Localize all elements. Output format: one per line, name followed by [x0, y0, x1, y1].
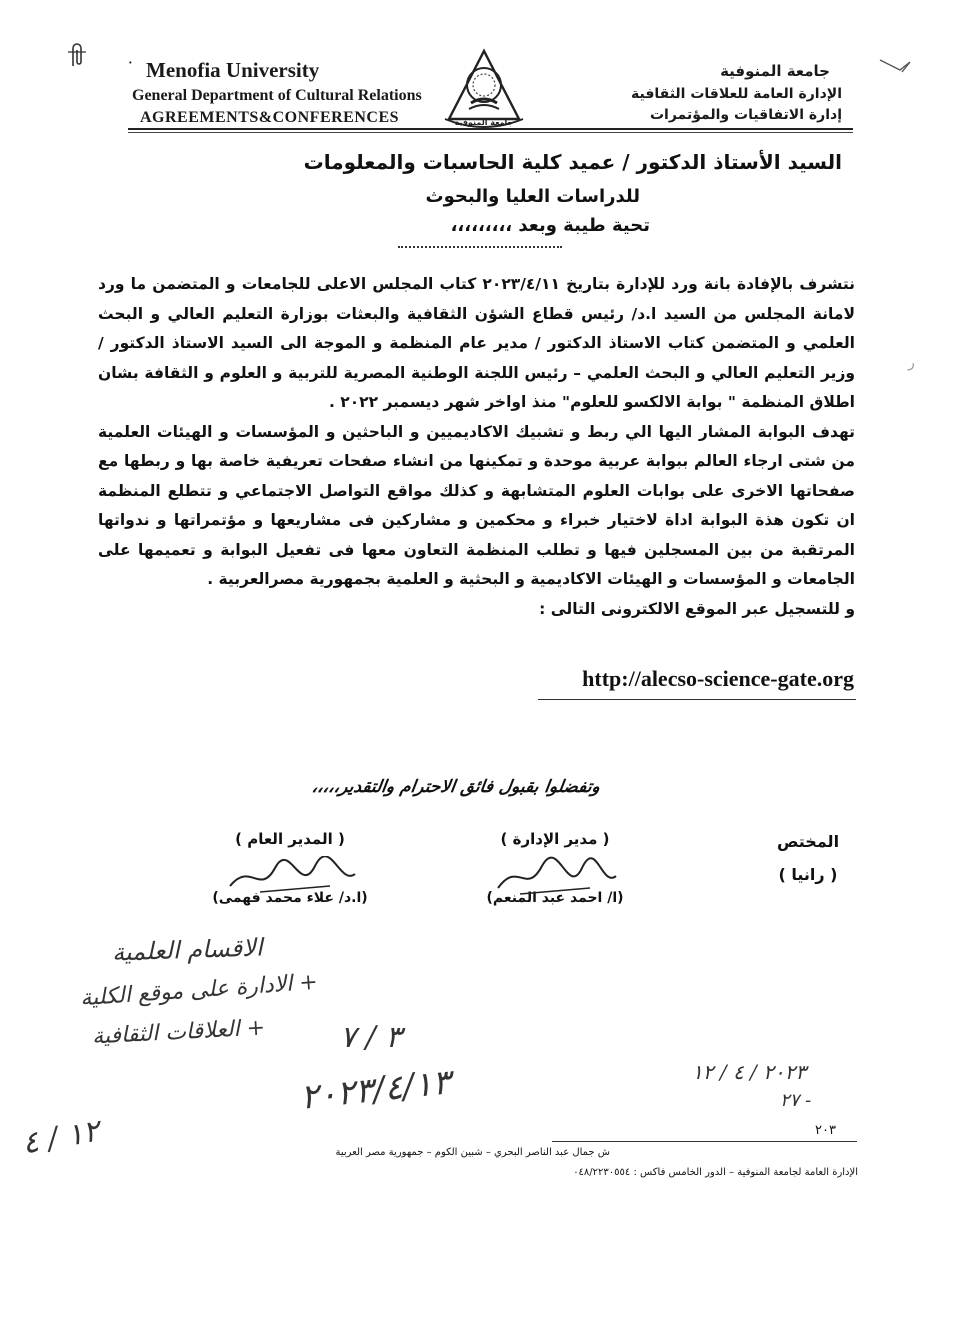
department-name-en: General Department of Cultural Relations — [132, 87, 422, 104]
dotted-divider — [398, 246, 562, 248]
signature-general-manager — [200, 830, 380, 906]
salutation-line-2: للدراسات العليا والبحوث — [425, 186, 640, 207]
university-name-ar: جامعة المنوفية — [720, 62, 830, 80]
paperclip-icon — [66, 40, 88, 68]
margin-mark: ﺭ — [908, 355, 915, 371]
handwritten-note: الاقسام العلمية — [111, 933, 263, 967]
handwritten-date: ٢٠٢٣ / ٤ / ١٢ — [692, 1060, 807, 1084]
handwritten-note: + الادارة على موقع الكلية — [79, 969, 319, 1012]
handwritten-note: ١٢ / ٤ — [19, 1113, 102, 1162]
employee-title: المختص — [776, 832, 840, 851]
section-name-ar: إدارة الاتفاقيات والمؤتمرات — [649, 107, 842, 123]
university-logo — [441, 45, 527, 131]
registration-url[interactable]: http://alecso-science-gate.org — [582, 666, 854, 691]
paragraph-2: تهدف البوابة المشار اليها الي ربط و تشبيك الاكاديميين و الباحثين و المؤسسات و الهيئات العلمية من شتى ارجاء العالم ببوابة عربية موحدة و تمكينها من انشاء صفحات تعريفية خاصة بها و ربطها مع صفحاتها الاخرى على بوابات العلوم المتشابهة و كذلك مواقع التواصل الاجتماعي و تتطلع المنظمة ان تكون هذة البوابة اداة لاختيار خبراء و محكمين و مشاركين فى مشاريعها و مؤتمراتها و ندواتها المرتقبة من بين المسجلين فيها و تطلب المنظمة التعاون معها فى تفعيل البوابة و تعميمها على الجامعات و المؤسسات و الهيئات الاكاديمية و البحثية و العلمية بجمهورية مصرالعربية . — [98, 422, 855, 588]
url-underline — [538, 699, 856, 700]
director-title: ( مدير الإدارة ) — [500, 830, 610, 848]
handwritten-note: ٣ / ٧ — [340, 1020, 402, 1055]
folded-corner-icon — [878, 58, 912, 74]
signature-scrawl-icon — [490, 856, 620, 900]
header-arabic — [631, 62, 842, 123]
salutation-line: السيد الأستاذ الدكتور / عميد كلية الحاسبات والمعلومات — [303, 150, 842, 174]
logo-text: جامعة المنوفية — [454, 118, 514, 127]
header-english — [128, 58, 422, 127]
footer-number: ٢٠٣ — [815, 1123, 836, 1138]
director-name: (ا/ احمد عبد المنعم) — [486, 890, 624, 906]
footer-address: ش جمال عبد الناصر البحري – شبين الكوم – جمهورية مصر العربية — [335, 1147, 610, 1158]
closing-line: وتفضلوا بقبول فائق الاحترام والتقدير،،،،، — [310, 777, 602, 797]
signature-scrawl-icon — [220, 856, 360, 900]
header-divider-thin — [128, 132, 853, 133]
handwritten-note: - ٢٧ — [780, 1090, 812, 1111]
university-name-en: Menofia University — [146, 58, 320, 82]
employee-name: ( رانيا ) — [778, 865, 838, 884]
footer-contact: الإدارة العامة لجامعة المنوفية – الدور الخامس فاكس : ٠٤٨/٢٢٣٠٥٥٤ — [573, 1167, 858, 1178]
general-manager-name: (ا.د/ علاء محمد فهمى) — [212, 890, 368, 906]
bullet-mark: ˙ — [128, 60, 133, 75]
department-name-ar: الإدارة العامة للعلاقات الثقافية — [631, 86, 842, 102]
paragraph-1: نتشرف بالإفادة بانة ورد للإدارة بتاريخ ٢٠٢٣/٤/١١ كتاب المجلس الاعلى للجامعات و المتضمن ما ورد لامانة المجلس من السيد ا.د/ رئيس قطاع الشؤن الثقافية والبعثات بوزارة التعليم العالي و البحث العلمي و المتضمن كتاب الاستاذ الدكتور / مدير عام المنظمة و الموجة الى السيد الاستاذ الدكتور / وزير التعليم العالي و البحث العلمي – رئيس اللجنة الوطنية المصرية للتربية و العلوم و الثقافة بشان اطلاق المنظمة " بوابة الالكسو للعلوم" منذ اواخر شهر ديسمبر ٢٠٢٢ . — [98, 275, 855, 411]
header-divider — [128, 128, 853, 130]
registration-line: و للتسجيل عبر الموقع الالكترونى التالى : — [539, 599, 855, 618]
section-name-en: AGREEMENTS&CONFERENCES — [140, 109, 400, 126]
handwritten-date: ٢٠٢٣/٤/١٣ — [298, 1062, 453, 1118]
handwritten-note: + العلاقات الثقافية — [91, 1015, 266, 1050]
signature-director — [470, 830, 640, 906]
general-manager-title: ( المدير العام ) — [235, 830, 345, 848]
letter-body — [98, 270, 855, 624]
footer-divider — [552, 1141, 857, 1142]
signature-employee — [768, 832, 848, 884]
greeting: تحية طيبة وبعد ،،،،،،،،، — [450, 215, 650, 236]
